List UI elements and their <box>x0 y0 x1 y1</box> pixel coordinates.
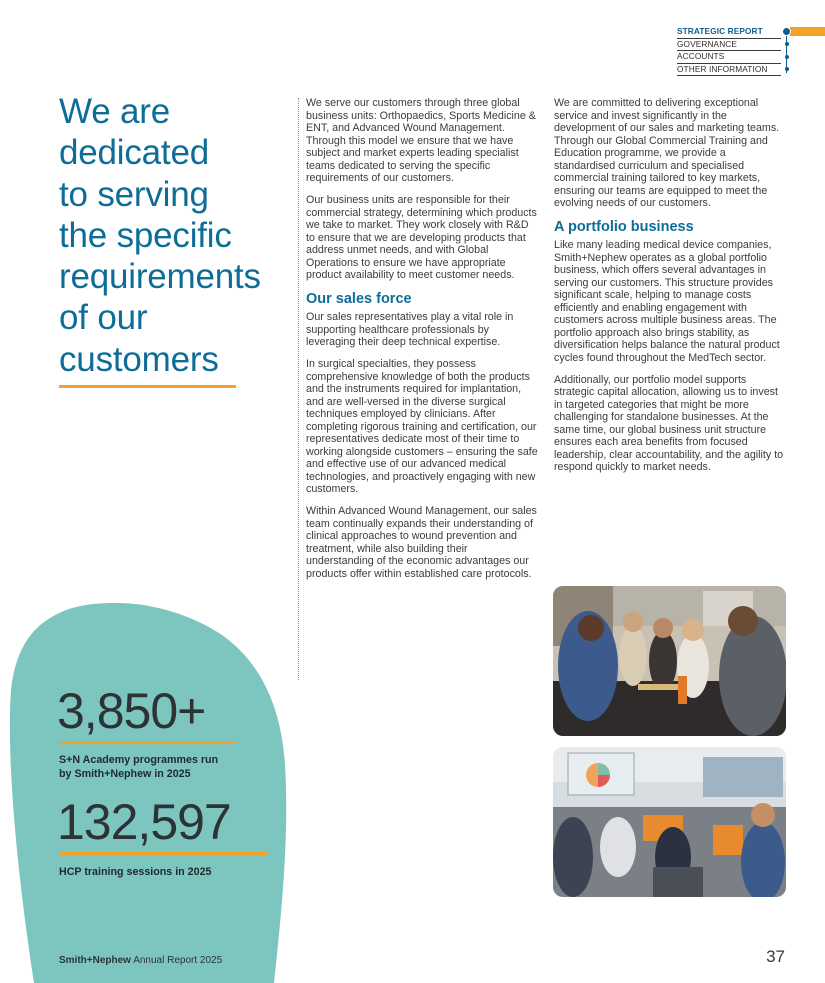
photo-hands-on-training <box>553 586 786 736</box>
section-nav <box>677 26 781 76</box>
stat-rule <box>59 741 235 744</box>
body-paragraph: Our business units are responsible for their commercial strategy, determining which products we take to market. They work closely with R&D to ensure that we are developing products that address unmet needs, and with Global Operations to ensure we have appropriate product availability to meet customer needs. <box>306 194 537 281</box>
headline-line: customers <box>59 339 219 379</box>
nav-strategic-report[interactable]: STRATEGIC REPORT <box>677 26 781 39</box>
nav-dot-icon <box>785 42 789 46</box>
page-headline <box>59 91 291 380</box>
headline-line: We are <box>59 92 170 131</box>
stat-hcp-sessions-label <box>59 865 211 879</box>
section-heading-portfolio-business: A portfolio business <box>554 219 694 235</box>
headline-line: the specific <box>59 215 232 255</box>
stat-academy-programmes-label <box>59 753 218 781</box>
body-paragraph: Additionally, our portfolio model supports strategic capital allocation, allowing us to invest in targeted categories that might be more challenging for standalone businesses. At the same time, our global business unit structure ensures each area benefits from focused leadership, clear accountability, and the agility to respond quickly to market needs. <box>554 373 784 473</box>
classroom-photo-illustration <box>553 747 786 897</box>
nav-active-marker <box>790 27 825 36</box>
footer-report-name: Annual Report 2025 <box>133 955 223 966</box>
column-right <box>554 97 786 483</box>
nav-other-information[interactable]: OTHER INFORMATION <box>677 64 781 77</box>
nav-current-dot-icon <box>782 27 791 36</box>
body-paragraph: Like many leading medical device companies, Smith+Nephew operates as a global portfolio business, which offers several advantages in serving our customers. This structure provides significant scale, helping to manage costs efficiently and enabling engagement with customers across multiple business areas. The portfolio approach also brings stability, as diversification helps balance the natural product cycles found throughout the MedTech sector. <box>554 239 780 364</box>
footer-report-title <box>59 955 222 967</box>
section-heading-sales-force: Our sales force <box>306 291 412 307</box>
stat-hcp-sessions-value: 132,597 <box>57 794 231 850</box>
column-middle <box>306 97 538 590</box>
stat-academy-programmes-value: 3,850+ <box>57 683 206 739</box>
headline-line: requirements <box>59 257 261 297</box>
body-paragraph: We serve our customers through three global business units: Orthopaedics, Sports Medicine & ENT, and Advanced Wound Management. Through this model we ensure that we have subject and market experts leading specialist teams dedicated to serving the specific requirements of our customers. <box>306 97 536 184</box>
nav-dot-icon <box>785 55 789 59</box>
training-photo-illustration <box>553 586 786 736</box>
column-divider <box>298 98 299 680</box>
page-number: 37 <box>766 947 785 966</box>
stat-label-line: HCP training sessions in 2025 <box>59 866 212 878</box>
footer-brand: Smith+Nephew <box>59 955 131 966</box>
stat-label-line: S+N Academy programmes run <box>59 754 219 766</box>
nav-governance[interactable]: GOVERNANCE <box>677 39 781 52</box>
body-paragraph: In surgical specialties, they possess comprehensive knowledge of both the products and the instruments required for implantation, and are well-versed in the diverse surgical techniques employed by clinicians. After completing rigorous training and certification, our representatives dedicate most of their time to working alongside customers – ensuring the safe and effective use of our advanced medical technologies, and proactively engaging with new customers. <box>306 358 538 495</box>
body-paragraph: Within Advanced Wound Management, our sales team continually expands their understanding of clinical approaches to wound prevention and treatment, while also building their understanding of the economic advantages our products offer within established care protocols. <box>306 505 537 580</box>
photo-classroom-training <box>553 747 786 897</box>
nav-accounts[interactable]: ACCOUNTS <box>677 51 781 64</box>
nav-dot-icon <box>785 67 789 71</box>
headline-line: dedicated <box>59 133 209 173</box>
body-paragraph: We are committed to delivering exceptional service and invest significantly in the development of our sales and marketing teams. Through our Global Commercial Training and Education programme, we provide a standardised curriculum and specialised commercial training tailored to key markets, ensuring our teams are equipped to meet the evolving needs of our customers. <box>554 97 780 209</box>
body-paragraph: Our sales representatives play a vital role in supporting healthcare professionals by leveraging their deep technical expertise. <box>306 311 514 348</box>
headline-underline <box>59 385 236 388</box>
stat-label-line: by Smith+Nephew in 2025 <box>59 768 191 780</box>
stat-rule <box>59 852 267 855</box>
headline-line: to serving <box>59 174 209 214</box>
headline-line: of our <box>59 298 148 338</box>
